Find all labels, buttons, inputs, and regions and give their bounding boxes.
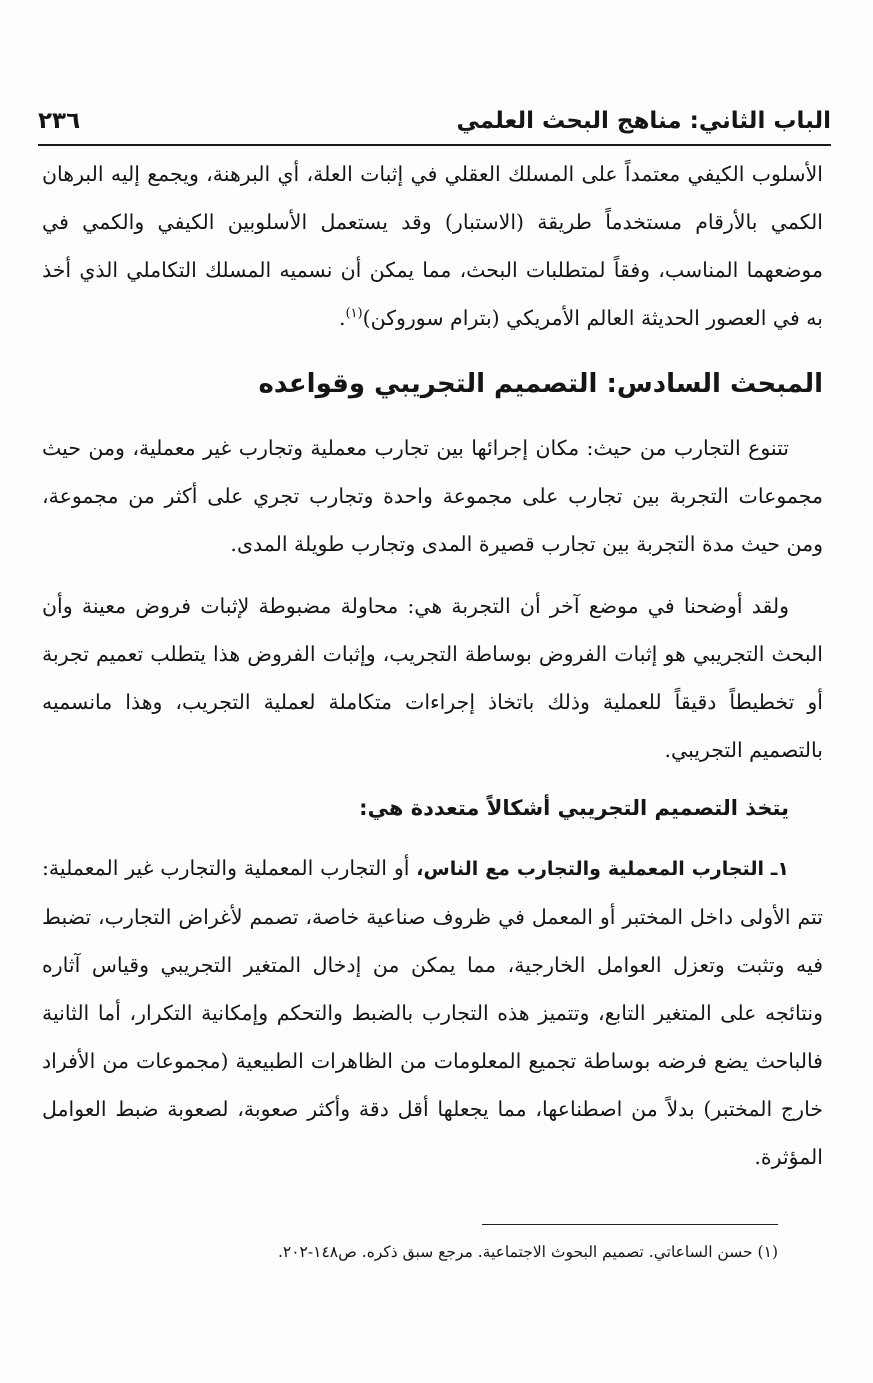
running-header [38, 100, 831, 146]
section-heading: المبحث السادس: التصميم التجريبي وقواعده [258, 369, 823, 399]
intro-end: . [338, 306, 346, 330]
sub-heading: يتخذ التصميم التجريبي أشكالاً متعددة هي: [359, 796, 789, 820]
list-item [42, 844, 823, 1181]
footnote: (١) حسن الساعاتي. تصميم البحوث الاجتماعية. مرجع سبق ذكره. ص١٤٨-٢٠٢. [277, 1243, 778, 1261]
page-body [42, 150, 823, 1181]
footnote-marker[interactable]: (١) [345, 306, 363, 322]
paragraph-experiment-definition: ولقد أوضحنا في موضع آخر أن التجربة هي: محاولة مضبوطة لإثبات فروض معينة وأن البحث التجريبي هو إثبات الفروض بوساطة التجريب، وإثبات الفروض هذا يتطلب تعميم تجربة أو تخطيطاً دقيقاً للعملية وذلك باتخاذ إجراءات متكاملة لعملية التجريب، وهذا مانسميه بالتصميم التجريبي. [42, 594, 823, 762]
list-item-text: أو التجارب المعملية والتجارب غير المعملية: تتم الأولى داخل المختبر أو المعمل في ظروف صناعية خاصة، تصمم لأغراض التجارب، تضبط فيه وتثبت وتعزل العوامل الخارجية، مما يمكن من إدخال المتغير التجريبي وقياس آثاره ونتائجه على المتغير التابع، وتتميز هذه التجارب بالضبط والتحكم وإمكانية التكرار، أما الثانية فالباحث يضع فرضه بوساطة تجميع المعلومات من الظاهرات الطبيعية (مجموعات من الأفراد خارج المختبر) بدلاً من اصطناعها، مما يجعلها أقل دقة وأكثر صعوبة، لصعوبة ضبط العوامل المؤثرة. [42, 856, 823, 1169]
footnote-divider [482, 1224, 778, 1225]
list-item-label: ١ـ التجارب المعملية والتجارب مع الناس، [416, 858, 790, 880]
chapter-title: الباب الثاني: مناهج البحث العلمي [456, 108, 831, 134]
paragraph-experiment-types: تتنوع التجارب من حيث: مكان إجرائها بين تجارب معملية وتجارب غير معملية، ومن حيث مجموعات التجربة بين تجارب على مجموعة واحدة وتجارب تجري على أكثر من مجموعة، ومن حيث مدة التجربة بين تجارب قصيرة المدى وتجارب طويلة المدى. [42, 436, 823, 556]
intro-paragraph [42, 150, 823, 342]
page-number: ٢٣٦ [38, 108, 81, 134]
intro-text: الأسلوب الكيفي معتمداً على المسلك العقلي في إثبات العلة، أي البرهنة، ويجمع إليه البرهان الكمي بالأرقام مستخدماً طريقة (الاستبار) وقد يستعمل الأسلوبين الكيفي والكمي في موضعهما المناسب، وفقاً لمتطلبات البحث، مما يمكن أن نسميه المسلك التكاملي الذي أخذ به في العصور الحديثة العالم الأمريكي (بترام سوروكن) [42, 162, 823, 330]
